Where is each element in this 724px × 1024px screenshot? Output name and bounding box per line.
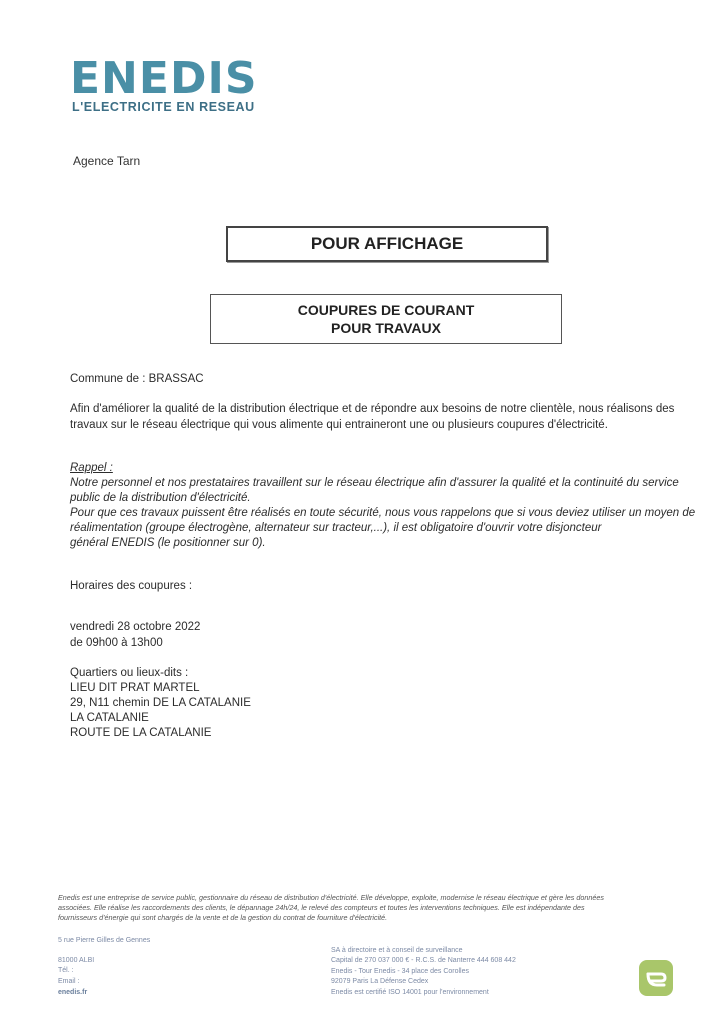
footer-legal-line: SA à directoire et à conseil de surveillance [331, 947, 463, 954]
quartier-item: LA CATALANIE [70, 712, 149, 724]
footer-legal-line: Capital de 270 037 000 € - R.C.S. de Nanterre 444 608 442 [331, 957, 516, 964]
rappel-line: réalimentation (groupe électrogène, alternateur sur tracteur,...), il est obligatoire d'ouvrir votre disjoncteur [70, 522, 602, 534]
footer-disclaimer-line: Enedis est une entreprise de service public, gestionnaire du réseau de distribution d'électricité. Elle développe, exploite, modernise le réseau électrique et gère les données [58, 893, 604, 902]
footer-disclaimer-line: associées. Elle réalise les raccordements des clients, le dépannage 24h/24, le relevé des compteurs et toutes les interventions techniques. Elle est indépendante des [58, 903, 585, 912]
quartier-item: ROUTE DE LA CATALANIE [70, 727, 212, 739]
pour-affichage-box [226, 226, 548, 262]
footer-legal-line: Enedis - Tour Enedis - 34 place des Corolles [331, 968, 470, 975]
quartier-item: LIEU DIT PRAT MARTEL [70, 682, 200, 694]
footer-tel: Tél. : [58, 967, 74, 974]
rappel-line: général ENEDIS (le positionner sur 0). [70, 537, 266, 549]
footer-disclaimer-line: fournisseurs d'énergie qui sont chargés de la vente et de la gestion du contrat de fourniture d'électricité. [58, 913, 388, 922]
quartier-item: 29, N11 chemin DE LA CATALANIE [70, 697, 251, 709]
enedis-logo: ENEDIS [70, 53, 258, 104]
pour-affichage-title: POUR AFFICHAGE [310, 234, 464, 253]
intro-line-2: travaux sur le réseau électrique qui vous alimente qui entraineront une ou plusieurs coupures d'électricité. [70, 419, 608, 431]
footer-email: Email : [58, 978, 80, 985]
intro-line-1: Afin d'améliorer la qualité de la distribution électrique et de répondre aux besoins de notre clientèle, nous réalisons des [70, 403, 675, 415]
rappel-line: Pour que ces travaux puissent être réalisés en toute sécurité, nous vous rappelons que si vous deviez utiliser un moyen de [70, 507, 696, 519]
footer-website-link[interactable]: enedis.fr [58, 989, 88, 996]
coupure-time: de 09h00 à 13h00 [70, 637, 163, 649]
footer-address: 5 rue Pierre Gilles de Gennes [58, 937, 151, 944]
footer-legal-line: Enedis est certifié ISO 14001 pour l'environnement [331, 989, 489, 996]
commune: Commune de : BRASSAC [70, 373, 204, 385]
rappel-line: public de la distribution d'électricité. [70, 492, 251, 504]
agence-name: Agence Tarn [73, 154, 141, 168]
coupure-date: vendredi 28 octobre 2022 [70, 621, 201, 633]
logo-tagline: L'ELECTRICITE EN RESEAU [72, 100, 255, 114]
footer-city: 81000 ALBI [58, 957, 95, 964]
rappel-heading: Rappel : [70, 462, 113, 474]
horaires-label: Horaires des coupures : [70, 580, 193, 592]
enedis-mark-icon [639, 960, 673, 996]
coupures-title-line2: POUR TRAVAUX [331, 320, 441, 336]
coupures-title-line1: COUPURES DE COURANT [297, 302, 475, 318]
rappel-line: Notre personnel et nos prestataires travaillent sur le réseau électrique afin d'assurer la qualité et la continuité du service [70, 477, 679, 489]
footer-legal-line: 92079 Paris La Défense Cedex [331, 978, 429, 985]
coupures-box [210, 294, 562, 344]
quartiers-label: Quartiers ou lieux-dits : [70, 667, 189, 679]
